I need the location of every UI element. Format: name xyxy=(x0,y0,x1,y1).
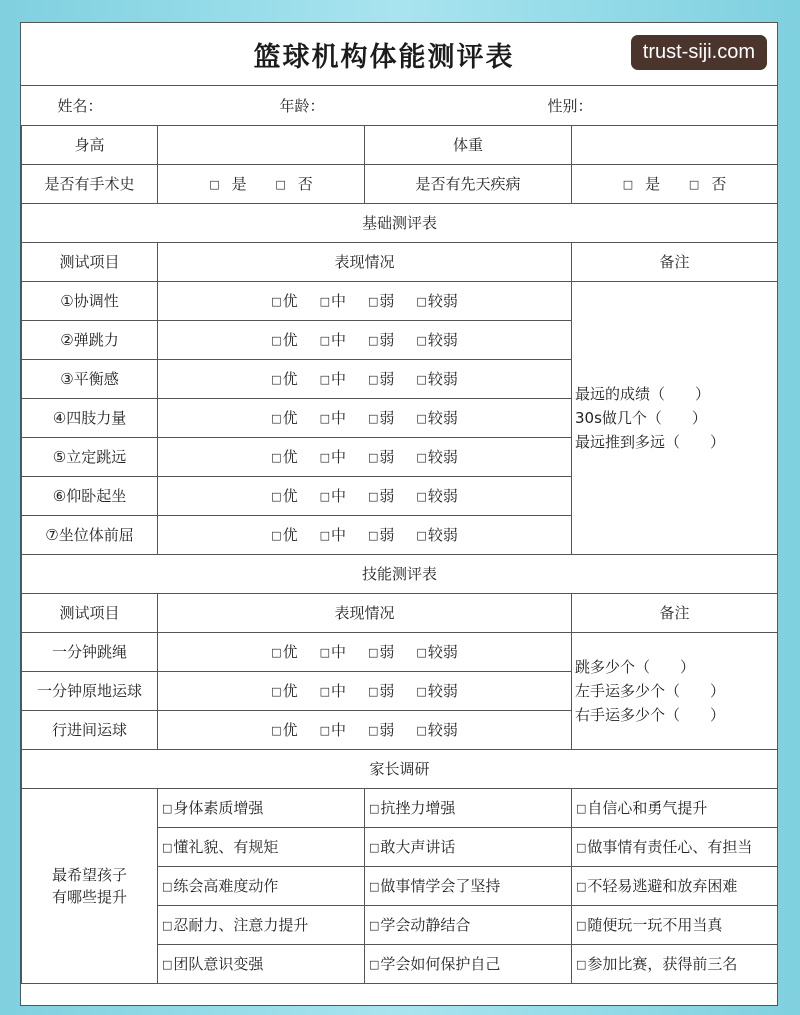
watermark: trust-siji.com xyxy=(631,35,767,70)
congenital-options xyxy=(572,164,778,203)
surgery-yes-checkbox[interactable]: □ 是 xyxy=(209,175,247,193)
checkbox-icon: □ xyxy=(416,490,427,503)
checkbox-icon: □ xyxy=(162,802,173,815)
note-line: 最远的成绩（ ） xyxy=(575,384,711,403)
rating-checkbox[interactable]: □优 xyxy=(271,448,298,466)
checkbox-icon: □ xyxy=(416,646,427,659)
checkbox-icon: □ xyxy=(416,529,427,542)
skill-row xyxy=(22,632,778,671)
checkbox-icon: □ xyxy=(319,529,330,542)
rating-options xyxy=(158,359,572,398)
rating-options xyxy=(158,437,572,476)
test-item-label: ①协调性 xyxy=(22,281,158,320)
basic-section-header xyxy=(22,203,778,242)
checkbox-icon: □ xyxy=(368,724,379,737)
rating-options xyxy=(158,281,572,320)
skill-col-item: 测试项目 xyxy=(22,593,158,632)
checkbox-icon: □ xyxy=(271,412,282,425)
rating-checkbox[interactable]: □优 xyxy=(271,682,298,700)
rating-options xyxy=(158,398,572,437)
checkbox-icon: □ xyxy=(368,646,379,659)
skill-rows xyxy=(22,632,778,749)
checkbox-icon: □ xyxy=(319,412,330,425)
survey-option-checkbox[interactable]: □参加比赛，获得前三名 xyxy=(572,944,778,983)
checkbox-icon: □ xyxy=(416,724,427,737)
survey-question: 最希望孩子 有哪些提升 xyxy=(22,788,158,983)
checkbox-icon: □ xyxy=(271,334,282,347)
checkbox-icon: □ xyxy=(576,919,587,932)
checkbox-icon: □ xyxy=(275,178,286,191)
survey-option-checkbox[interactable]: □抗挫力增强 xyxy=(365,788,572,827)
skill-section-header xyxy=(22,554,778,593)
survey-option-checkbox[interactable]: □学会动静结合 xyxy=(365,905,572,944)
survey-option-checkbox[interactable]: □敢大声讲话 xyxy=(365,827,572,866)
rating-options xyxy=(158,671,572,710)
basic-row xyxy=(22,281,778,320)
rating-checkbox[interactable]: □较弱 xyxy=(416,370,458,388)
name-label: 姓名： xyxy=(57,96,103,115)
checkbox-icon: □ xyxy=(271,529,282,542)
checkbox-icon: □ xyxy=(271,373,282,386)
survey-option-checkbox[interactable]: □学会如何保护自己 xyxy=(365,944,572,983)
survey-option-checkbox[interactable]: □做事情有责任心、有担当 xyxy=(572,827,778,866)
rating-checkbox[interactable]: □较弱 xyxy=(416,448,458,466)
test-item-label: 行进间运球 xyxy=(22,710,158,749)
basic-rows xyxy=(22,281,778,554)
skill-col-note: 备注 xyxy=(572,593,778,632)
skill-notes[interactable] xyxy=(572,632,778,749)
parent-section-header xyxy=(22,749,778,788)
age-field[interactable] xyxy=(158,86,572,125)
checkbox-icon: □ xyxy=(271,295,282,308)
rating-checkbox[interactable]: □中 xyxy=(319,682,346,700)
rating-checkbox[interactable]: □中 xyxy=(319,487,346,505)
age-label: 年龄： xyxy=(279,96,325,115)
rating-checkbox[interactable]: □优 xyxy=(271,526,298,544)
rating-checkbox[interactable]: □弱 xyxy=(368,409,395,427)
checkbox-icon: □ xyxy=(271,490,282,503)
rating-checkbox[interactable]: □中 xyxy=(319,448,346,466)
checkbox-icon: □ xyxy=(162,958,173,971)
checkbox-icon: □ xyxy=(368,451,379,464)
checkbox-icon: □ xyxy=(271,724,282,737)
test-item-label: ⑦坐位体前屈 xyxy=(22,515,158,554)
note-line: 30s做几个（ ） xyxy=(575,408,707,427)
checkbox-icon: □ xyxy=(576,880,587,893)
checkbox-icon: □ xyxy=(688,178,700,191)
rating-checkbox[interactable]: □中 xyxy=(319,409,346,427)
rating-checkbox[interactable]: □较弱 xyxy=(416,292,458,310)
checkbox-icon: □ xyxy=(368,295,379,308)
weight-label: 体重 xyxy=(365,125,572,164)
checkbox-icon: □ xyxy=(319,646,330,659)
name-field[interactable] xyxy=(22,86,158,125)
rating-checkbox[interactable]: □较弱 xyxy=(416,682,458,700)
checkbox-icon: □ xyxy=(416,451,427,464)
assessment-form xyxy=(20,22,778,1006)
rating-options xyxy=(158,515,572,554)
checkbox-icon: □ xyxy=(368,412,379,425)
checkbox-icon: □ xyxy=(271,451,282,464)
checkbox-icon: □ xyxy=(368,685,379,698)
rating-checkbox[interactable]: □优 xyxy=(271,370,298,388)
basic-col-perf: 表现情况 xyxy=(158,242,572,281)
test-item-label: 一分钟跳绳 xyxy=(22,632,158,671)
rating-checkbox[interactable]: □中 xyxy=(319,526,346,544)
surgery-label: 是否有手术史 xyxy=(22,164,158,203)
rating-checkbox[interactable]: □较弱 xyxy=(416,721,458,739)
rating-checkbox[interactable]: □中 xyxy=(319,292,346,310)
height-weight-row xyxy=(22,125,778,164)
note-line: 右手运多少个（ ） xyxy=(575,705,726,724)
rating-checkbox[interactable]: □弱 xyxy=(368,292,395,310)
rating-checkbox[interactable]: □中 xyxy=(319,643,346,661)
checkbox-icon: □ xyxy=(271,685,282,698)
rating-options xyxy=(158,710,572,749)
rating-options xyxy=(158,320,572,359)
checkbox-icon: □ xyxy=(576,958,587,971)
rating-checkbox[interactable]: □优 xyxy=(271,331,298,349)
test-item-label: ④四肢力量 xyxy=(22,398,158,437)
rating-checkbox[interactable]: □弱 xyxy=(368,448,395,466)
checkbox-icon: □ xyxy=(319,451,330,464)
congenital-label: 是否有先天疾病 xyxy=(365,164,572,203)
parent-rows xyxy=(22,788,778,983)
rating-checkbox[interactable]: □弱 xyxy=(368,487,395,505)
skill-column-headers xyxy=(22,593,778,632)
rating-checkbox[interactable]: □优 xyxy=(271,409,298,427)
survey-option-checkbox[interactable]: □团队意识变强 xyxy=(158,944,365,983)
checkbox-icon: □ xyxy=(576,802,587,815)
checkbox-icon: □ xyxy=(622,178,634,191)
basic-column-headers xyxy=(22,242,778,281)
rating-checkbox[interactable]: □中 xyxy=(319,721,346,739)
rating-checkbox[interactable]: □优 xyxy=(271,487,298,505)
height-input[interactable] xyxy=(158,125,365,164)
surgery-options xyxy=(158,164,365,203)
checkbox-icon: □ xyxy=(369,841,380,854)
checkbox-icon: □ xyxy=(368,529,379,542)
survey-option-checkbox[interactable]: □随便玩一玩不用当真 xyxy=(572,905,778,944)
checkbox-icon: □ xyxy=(369,880,380,893)
checkbox-icon: □ xyxy=(319,373,330,386)
gender-label: 性别： xyxy=(547,96,593,115)
survey-option-checkbox[interactable]: □忍耐力、注意力提升 xyxy=(158,905,365,944)
skill-col-perf: 表现情况 xyxy=(158,593,572,632)
checkbox-icon: □ xyxy=(319,334,330,347)
survey-option-checkbox[interactable]: □自信心和勇气提升 xyxy=(572,788,778,827)
rating-checkbox[interactable]: □较弱 xyxy=(416,643,458,661)
form-table xyxy=(21,86,778,984)
checkbox-icon: □ xyxy=(368,334,379,347)
test-item-label: ②弹跳力 xyxy=(22,320,158,359)
congenital-yes-checkbox[interactable]: □ 是 xyxy=(622,175,661,193)
checkbox-icon: □ xyxy=(368,373,379,386)
rating-checkbox[interactable]: □中 xyxy=(319,370,346,388)
basic-notes[interactable] xyxy=(572,281,778,554)
note-line: 最远推到多远（ ） xyxy=(575,432,726,451)
checkbox-icon: □ xyxy=(162,919,173,932)
rating-options xyxy=(158,476,572,515)
weight-input[interactable] xyxy=(572,125,778,164)
test-item-label: ③平衡感 xyxy=(22,359,158,398)
congenital-no-checkbox[interactable]: □ 否 xyxy=(688,175,727,193)
rating-checkbox[interactable]: □较弱 xyxy=(416,409,458,427)
survey-option-checkbox[interactable]: □练会高难度动作 xyxy=(158,866,365,905)
checkbox-icon: □ xyxy=(416,295,427,308)
test-item-label: 一分钟原地运球 xyxy=(22,671,158,710)
basic-col-item: 测试项目 xyxy=(22,242,158,281)
checkbox-icon: □ xyxy=(271,646,282,659)
checkbox-icon: □ xyxy=(416,373,427,386)
checkbox-icon: □ xyxy=(319,685,330,698)
rating-checkbox[interactable]: □弱 xyxy=(368,526,395,544)
rating-checkbox[interactable]: □中 xyxy=(319,331,346,349)
basic-col-note: 备注 xyxy=(572,242,778,281)
checkbox-icon: □ xyxy=(369,958,380,971)
note-line: 跳多少个（ ） xyxy=(575,657,696,676)
rating-checkbox[interactable]: □较弱 xyxy=(416,331,458,349)
gender-field[interactable] xyxy=(547,86,778,125)
height-label: 身高 xyxy=(22,125,158,164)
survey-option-checkbox[interactable]: □懂礼貌、有规矩 xyxy=(158,827,365,866)
checkbox-icon: □ xyxy=(416,685,427,698)
note-line: 左手运多少个（ ） xyxy=(575,681,726,700)
checkbox-icon: □ xyxy=(209,178,220,191)
checkbox-icon: □ xyxy=(162,880,173,893)
rating-checkbox[interactable]: □优 xyxy=(271,292,298,310)
checkbox-icon: □ xyxy=(416,334,427,347)
rating-checkbox[interactable]: □弱 xyxy=(368,721,395,739)
checkbox-icon: □ xyxy=(162,841,173,854)
checkbox-icon: □ xyxy=(369,802,380,815)
survey-option-checkbox[interactable]: □身体素质增强 xyxy=(158,788,365,827)
rating-checkbox[interactable]: □弱 xyxy=(368,331,395,349)
checkbox-icon: □ xyxy=(369,919,380,932)
history-row xyxy=(22,164,778,203)
test-item-label: ⑤立定跳远 xyxy=(22,437,158,476)
test-item-label: ⑥仰卧起坐 xyxy=(22,476,158,515)
rating-checkbox[interactable]: □优 xyxy=(271,721,298,739)
checkbox-icon: □ xyxy=(319,295,330,308)
survey-option-checkbox[interactable]: □做事情学会了坚持 xyxy=(365,866,572,905)
info-row xyxy=(22,86,778,125)
form-title: 篮球机构体能测评表 xyxy=(253,41,515,73)
checkbox-icon: □ xyxy=(319,490,330,503)
survey-option-checkbox[interactable]: □不轻易逃避和放弃困难 xyxy=(572,866,778,905)
rating-checkbox[interactable]: □优 xyxy=(271,643,298,661)
rating-checkbox[interactable]: □较弱 xyxy=(416,487,458,505)
survey-row xyxy=(22,788,778,827)
parent-section-title: 家长调研 xyxy=(22,749,778,788)
basic-section-title: 基础测评表 xyxy=(22,203,778,242)
skill-section-title: 技能测评表 xyxy=(22,554,778,593)
checkbox-icon: □ xyxy=(368,490,379,503)
rating-checkbox[interactable]: □弱 xyxy=(368,682,395,700)
surgery-no-checkbox[interactable]: □ 否 xyxy=(275,175,313,193)
rating-options xyxy=(158,632,572,671)
rating-checkbox[interactable]: □较弱 xyxy=(416,526,458,544)
checkbox-icon: □ xyxy=(576,841,587,854)
checkbox-icon: □ xyxy=(319,724,330,737)
rating-checkbox[interactable]: □弱 xyxy=(368,643,395,661)
rating-checkbox[interactable]: □弱 xyxy=(368,370,395,388)
checkbox-icon: □ xyxy=(416,412,427,425)
